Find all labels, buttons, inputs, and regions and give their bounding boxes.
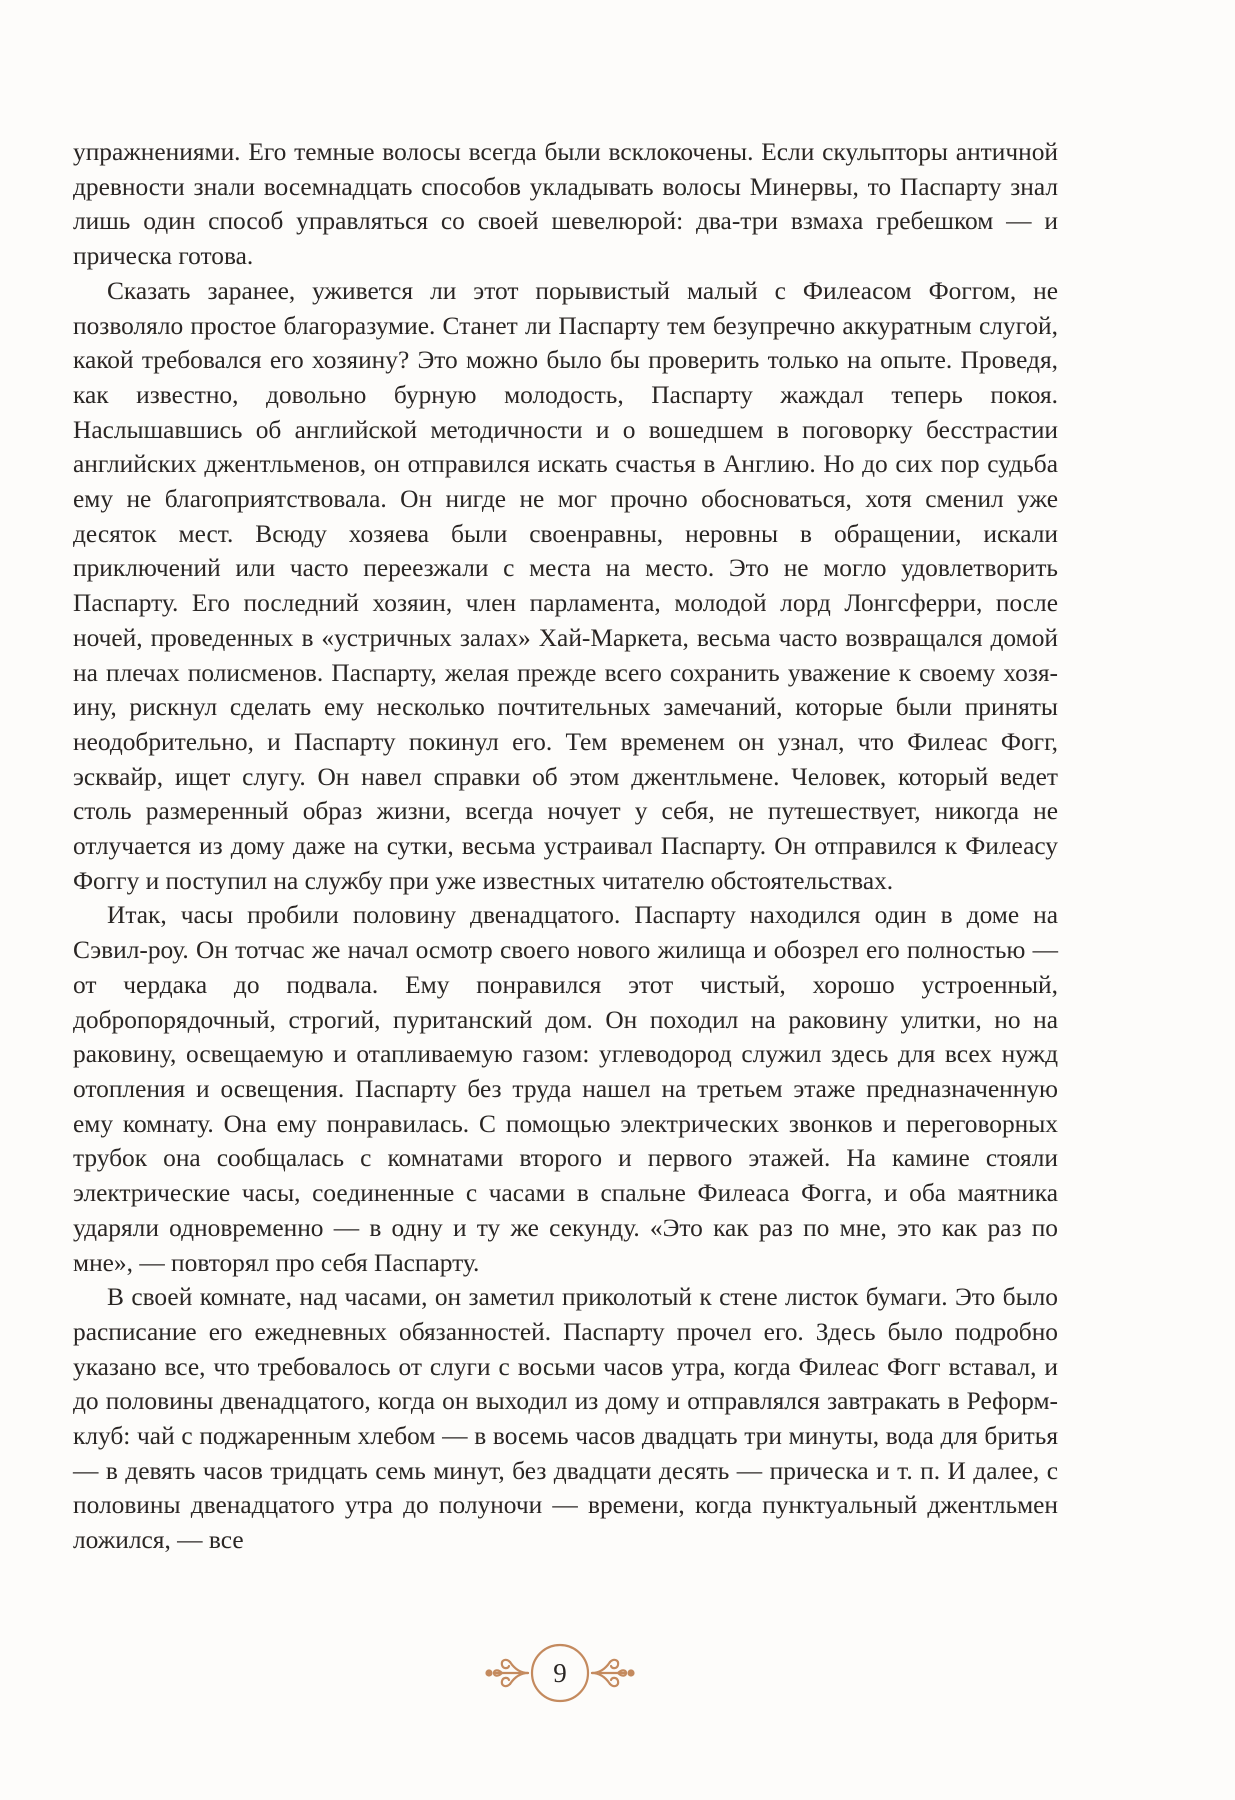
paragraph-3: Итак, часы пробили половину двенадцатого. Паспарту находился один в доме на Сэвил-роу. Он тотчас же начал осмотр своего нового жилища и обозрел его полностью — от чердака до подвала. Ему понравился этот чистый, хорошо устроенный, добропорядочный, строгий, пуританский дом. Он походил на раковину улитки, но на раковину, освещаемую и отапливаемую газом: углеводород служил здесь для всех нужд отопления и освещения. Паспарту без труда нашел на третьем этаже предназначенную ему комнату. Она ему понравилась. С помощью электрических звонков и переговорных трубок она сообщалась с комнатами второго и первого этажей. На камине стояли электрические часы, соединенные с часами в спальне Филеаса Фогга, и оба маятника ударяли одновременно — в одну и ту же секунду. «Это как раз по мне, это как раз по мне», — повторял про себя Паспарту. <box>73 901 1058 1277</box>
page-number: 9 <box>553 1658 567 1688</box>
paragraph-1: упражнениями. Его темные волосы всегда были всклокочены. Если скульпторы античной древности знали восемнадцать способов укладывать волосы Минервы, то Паспарту знал лишь один способ управляться со своей шевелюрой: два-три взмаха гребешком — и прическа готова. <box>73 138 1058 271</box>
right-flourish-icon <box>592 1660 634 1686</box>
page-text <box>73 135 1058 1558</box>
paragraph-4: В своей комнате, над часами, он заметил приколотый к стене листок бумаги. Это было расписание его ежедневных обязанностей. Паспарту прочел его. Здесь было подробно указано все, что требовалось от слуги с восьми часов утра, когда Филеас Фогг вставал, и до половины двенадцатого, когда он выходил из дому и отправлялся завтракать в Реформ-клуб: чай с поджаренным хлебом — в восемь часов двадцать три минуты, вода для бритья — в девять часов тридцать семь минут, без двадцати десять — прическа и т. п. И далее, с половины двенадцатого утра до полуночи — времени, когда пунктуальный джентльмен ложился, — все <box>73 1283 1058 1555</box>
left-flourish-icon <box>487 1660 529 1686</box>
paragraph-2: Сказать заранее, уживется ли этот порывистый малый с Филеасом Фоггом, не позволяло простое благоразумие. Станет ли Паспарту тем безупречно аккуратным слугой, какой требовался его хозяину? Это можно было бы проверить только на опыте. Проведя, как известно, довольно бурную молодость, Паспарту жаждал теперь покоя. Наслышавшись об английской методичности и о вошедшем в поговорку бесстрастии английских джентльменов, он отправился искать счастья в Англию. Но до сих пор судьба ему не благоприятствовала. Он нигде не мог прочно обосноваться, хотя сменил уже десяток мест. Всюду хозяева были своенравны, неровны в обращении, искали приключений или часто переезжали с места на место. Это не могло удовлетворить Паспарту. Его последний хозяин, член парламента, молодой лорд Лонгсферри, после ночей, проведенных в «устричных залах» Хай-Маркета, весьма часто возвращался домой на плечах полисменов. Паспарту, желая прежде всего сохранить уважение к своему хозяину, рискнул сделать ему несколько почтительных замечаний, которые были приняты неодобрительно, и Паспарту покинул его. Тем временем он узнал, что Филеас Фогг, эсквайр, ищет слугу. Он навел справки об этом джентльмене. Человек, который ведет столь размеренный образ жизни, всегда ночует у себя, не путешествует, никогда не отлучается из дому даже на сутки, весьма устраивал Паспарту. Он отправился к Филеасу Фоггу и поступил на службу при уже известных читателю обстоятельствах. <box>73 276 1058 895</box>
page-footer <box>0 1632 1235 1714</box>
